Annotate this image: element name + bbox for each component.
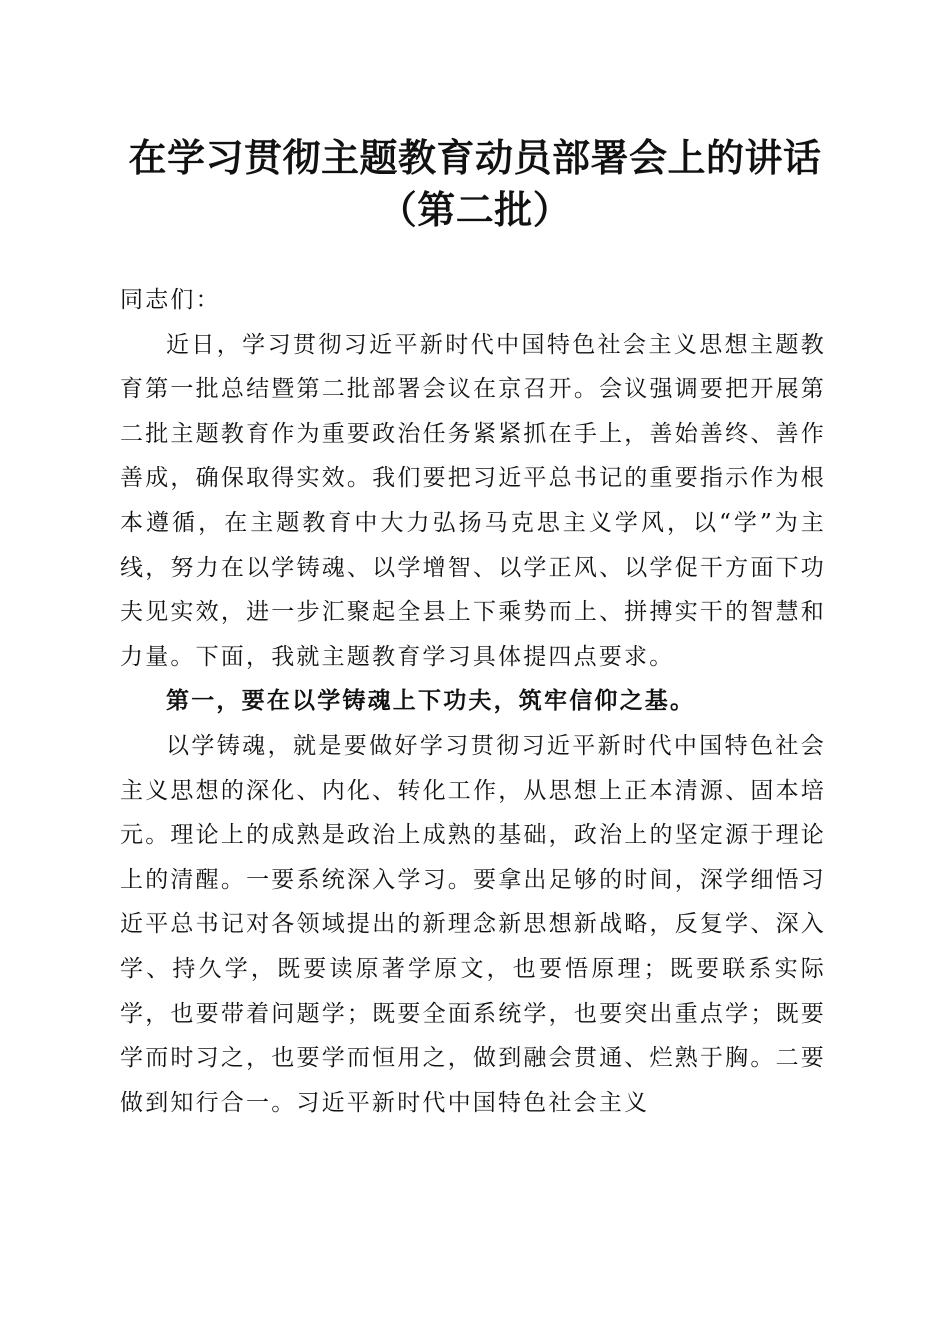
salutation: 同志们： — [120, 287, 221, 313]
intro-paragraph: 近日，学习贯彻习近平新时代中国特色社会主义思想主题教育第一批总结暨第二批部署会议在京召开。会议强调要把开展第二批主题教育作为重要政治任务紧紧抓在手上，善始善终、善作善成，确保取得实效。我们要把习近平总书记的重要指示作为根本遵循，在主题教育中大力弘扬马克思主义学风，以“学”为主线，努力在以学铸魂、以学增智、以学正风、以学促干方面下功夫见实效，进一步汇聚起全县上下乘势而上、拼搏实干的智慧和力量。下面，我就主题教育学习具体提四点要求。 — [120, 331, 826, 670]
document-title: 在学习贯彻主题教育动员部署会上的讲话（第二批） — [128, 135, 822, 232]
section-heading-first-point: 第一，要在以学铸魂上下功夫，筑牢信仰之基。 — [166, 687, 696, 715]
document-body — [120, 278, 826, 1125]
section-paragraph: 以学铸魂，就是要做好学习贯彻习近平新时代中国特色社会主义思想的深化、内化、转化工作，从思想上正本清源、固本培元。理论上的成熟是政治上成熟的基础，政治上的坚定源于理论上的清醒。一要系统深入学习。要拿出足够的时间，深学细悟习近平总书记对各领域提出的新理念新思想新战略，反复学、深入学、持久学，既要读原著学原文，也要悟原理；既要联系实际学，也要带着问题学；既要全面系统学，也要突出重点学；既要学而时习之，也要学而恒用之，做到融会贯通、烂熟于胸。二要做到知行合一。习近平新时代中国特色社会主义 — [120, 732, 826, 1116]
